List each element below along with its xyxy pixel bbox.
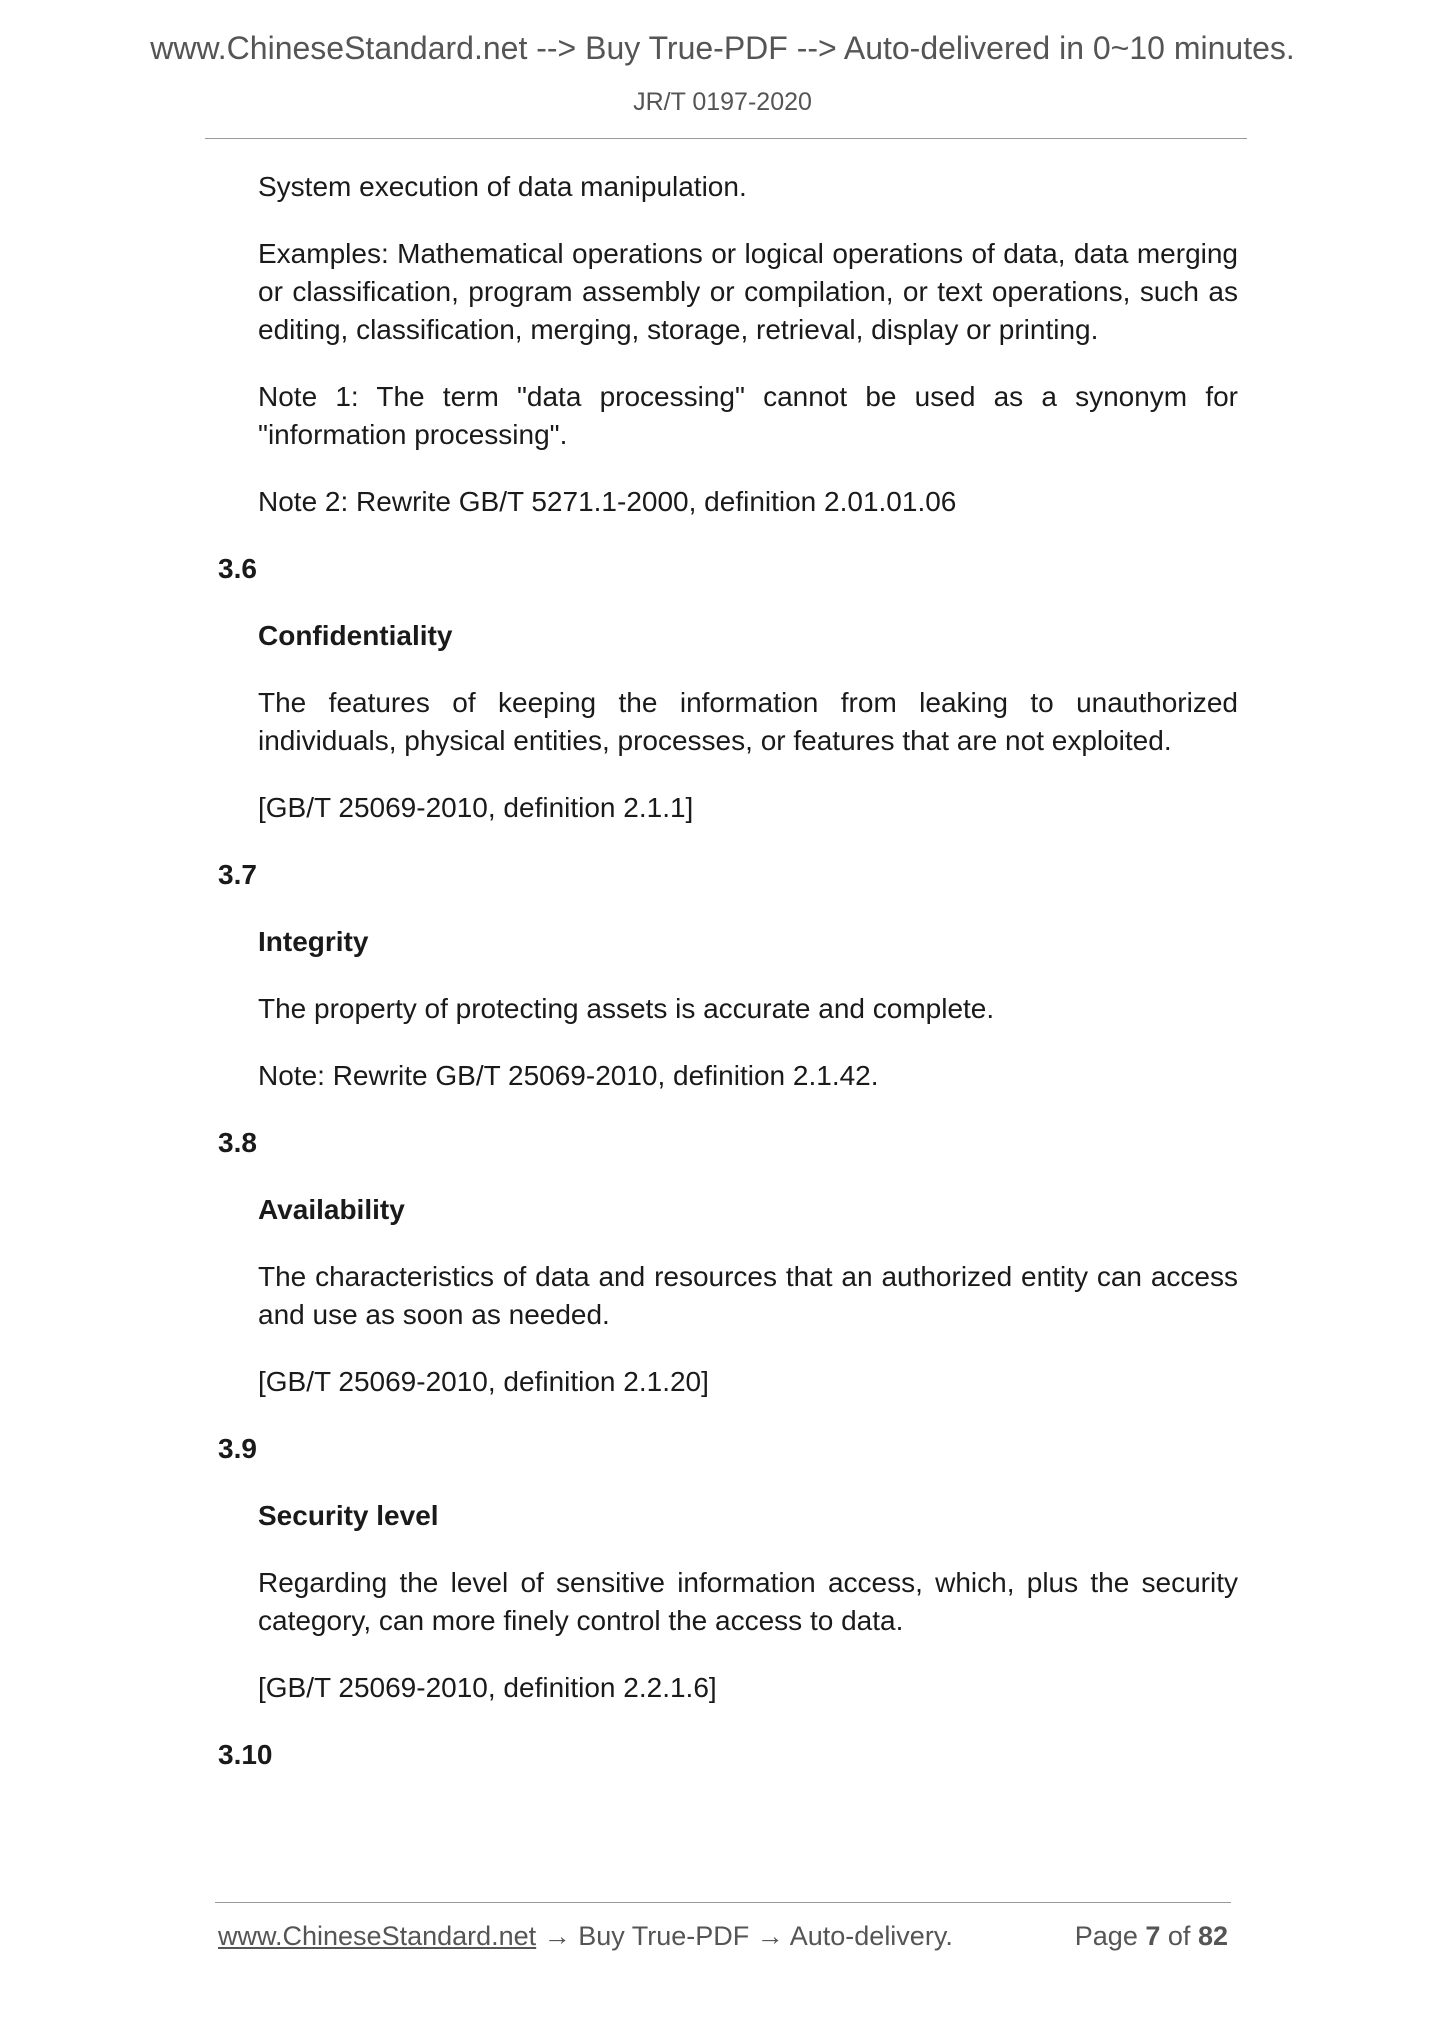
term-definition: The characteristics of data and resources that an authorized entity can access and use as soon as needed. <box>258 1261 1238 1330</box>
note: Note 1: The term "data processing" cannot be used as a synonym for "information processing". <box>258 381 1238 450</box>
term-definition: Regarding the level of sensitive information access, which, plus the security category, can more finely control the access to data. <box>258 1567 1238 1636</box>
clause-number-3-7: 3.7 <box>218 859 257 890</box>
term-source: [GB/T 25069-2010, definition 2.1.20] <box>258 1366 709 1397</box>
paragraph: Examples: Mathematical operations or logical operations of data, data merging or classification, program assembly or compilation, or text operations, such as editing, classification, merging, storage, retrieval, display or printing. <box>258 238 1238 345</box>
term-heading-integrity: Integrity <box>258 926 369 957</box>
footer-site-link[interactable]: www.ChineseStandard.net <box>218 1921 537 1951</box>
term-heading-security-level: Security level <box>258 1500 439 1531</box>
page-total: 82 <box>1197 1921 1228 1951</box>
term-note: Note: Rewrite GB/T 25069-2010, definition 2.1.42. <box>258 1060 879 1091</box>
footer-promo-text: → Buy True-PDF → Auto-delivery. <box>536 1921 953 1951</box>
page-current: 7 <box>1145 1921 1161 1951</box>
footer-divider <box>215 1902 1231 1903</box>
term-heading-availability: Availability <box>258 1194 405 1225</box>
term-source: [GB/T 25069-2010, definition 2.2.1.6] <box>258 1672 717 1703</box>
clause-number-3-9: 3.9 <box>218 1433 257 1464</box>
term-source: [GB/T 25069-2010, definition 2.1.1] <box>258 792 694 823</box>
top-banner: www.ChineseStandard.net --> Buy True-PDF --> Auto-delivered in 0~10 minutes. <box>150 30 1295 66</box>
document-body <box>218 168 1238 1803</box>
document-code: JR/T 0197-2020 <box>633 88 812 116</box>
clause-number-3-10: 3.10 <box>218 1739 273 1770</box>
note: Note 2: Rewrite GB/T 5271.1-2000, definition 2.01.01.06 <box>258 486 957 517</box>
page-footer <box>218 1921 1228 1957</box>
page-number <box>1075 1921 1228 1952</box>
header-divider <box>205 138 1247 139</box>
footer-promo <box>218 1921 953 1952</box>
of-label: of <box>1167 1921 1191 1951</box>
page-label: Page <box>1074 1921 1138 1951</box>
clause-number-3-6: 3.6 <box>218 553 257 584</box>
paragraph: System execution of data manipulation. <box>258 171 747 202</box>
term-definition: The property of protecting assets is accurate and complete. <box>258 993 995 1024</box>
term-heading-confidentiality: Confidentiality <box>258 620 453 651</box>
clause-number-3-8: 3.8 <box>218 1127 257 1158</box>
term-definition: The features of keeping the information from leaking to unauthorized individuals, physical entities, processes, or features that are not exploited. <box>258 687 1238 756</box>
